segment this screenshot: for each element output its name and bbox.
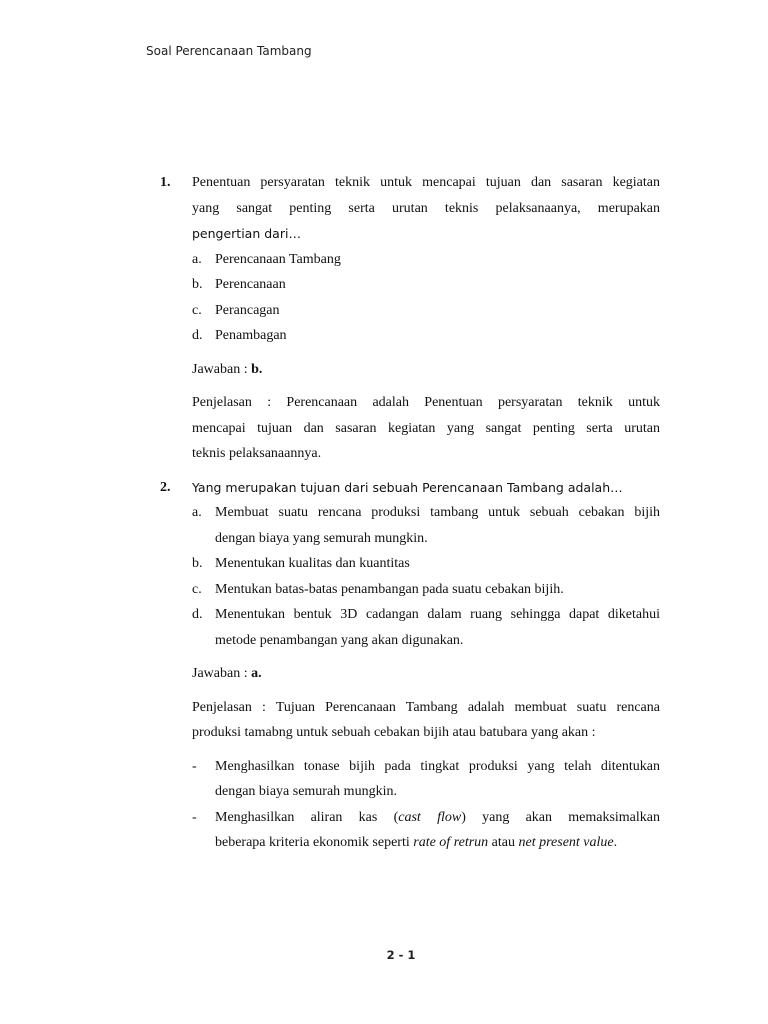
question-1 xyxy=(160,170,660,467)
explanation-line: produksi tamabng untuk sebuah cebakan bijih atau batubara yang akan : xyxy=(192,725,596,740)
bullet-term: cast flow xyxy=(398,809,462,825)
option-a xyxy=(192,247,660,273)
option-c xyxy=(192,298,660,324)
question-2 xyxy=(160,475,660,856)
option-label: b. xyxy=(192,556,203,571)
option-d xyxy=(192,602,660,653)
option-text: metode penambangan yang akan digunakan. xyxy=(215,632,464,648)
question-text-line: Penentuan persyaratan teknik untuk mencapai tujuan dan sasaran kegiatan xyxy=(192,175,660,190)
question-body xyxy=(192,170,660,467)
explanation-line: Penjelasan : Tujuan Perencanaan Tambang adalah membuat suatu rencana xyxy=(192,699,660,715)
document-content xyxy=(160,170,660,856)
bullet-text-part: ) yang akan memaksimalkan xyxy=(461,809,660,825)
question-body xyxy=(192,475,660,856)
option-text: Perencanaan Tambang xyxy=(215,251,341,267)
option-text: Menentukan kualitas dan kuantitas xyxy=(215,556,410,571)
explanation xyxy=(192,695,660,746)
option-label: b. xyxy=(192,277,203,292)
explanation xyxy=(192,390,660,467)
option-text: Membuat suatu rencana produksi tambang untuk sebuah cebakan bijih xyxy=(215,505,660,520)
answer-value: a. xyxy=(251,666,262,681)
answer-line xyxy=(192,357,660,383)
option-text: dengan biaya yang semurah mungkin. xyxy=(215,530,428,546)
option-label: a. xyxy=(192,505,202,520)
option-text: Penambagan xyxy=(215,328,287,343)
answer-value: b. xyxy=(251,361,263,377)
bullet-term: rate of retrun xyxy=(413,835,489,850)
bullet-dash: - xyxy=(192,758,197,774)
explanation-line: teknis pelaksanaannya. xyxy=(192,446,322,461)
option-label: c. xyxy=(192,581,202,597)
question-text-line: pengertian dari… xyxy=(192,226,301,241)
answer-prefix: Jawaban : xyxy=(192,666,252,681)
question-number: 2. xyxy=(160,479,171,495)
bullet-text xyxy=(215,805,660,831)
option-b xyxy=(192,551,660,577)
bullet-term: net present value xyxy=(518,835,614,850)
explanation-line: mencapai tujuan dan sasaran kegiatan yang sangat penting serta urutan xyxy=(192,420,660,436)
answer-line xyxy=(192,661,660,687)
bullet-item xyxy=(192,805,660,856)
option-c xyxy=(192,577,660,603)
option-label: c. xyxy=(192,302,202,318)
option-label: d. xyxy=(192,607,203,622)
bullet-text xyxy=(215,830,660,856)
question-text-line: yang sangat penting serta urutan teknis pelaksanaanya, merupakan xyxy=(192,200,660,216)
option-text: Perencanaan xyxy=(215,277,286,292)
bullet-text-part: . xyxy=(613,835,618,850)
page-number: 2 - 1 xyxy=(386,948,416,962)
bullet-text-part: Menghasilkan aliran kas ( xyxy=(215,809,399,825)
option-text: Menentukan bentuk 3D cadangan dalam ruang sehingga dapat diketahui xyxy=(215,607,660,622)
page-header: Soal Perencanaan Tambang xyxy=(146,44,312,58)
answer-prefix: Jawaban : xyxy=(192,361,252,377)
bullet-text: dengan biaya semurah mungkin. xyxy=(215,784,397,799)
option-label: a. xyxy=(192,251,202,267)
option-text: Perancagan xyxy=(215,302,280,318)
question-text-line: Yang merupakan tujuan dari sebuah Perencanaan Tambang adalah… xyxy=(192,479,623,495)
bullet-item xyxy=(192,754,660,805)
option-a xyxy=(192,500,660,551)
option-b xyxy=(192,272,660,298)
bullet-text-part: atau xyxy=(488,835,519,850)
option-d xyxy=(192,323,660,349)
explanation-line: Penjelasan : Perencanaan adalah Penentuan persyaratan teknik untuk xyxy=(192,395,660,410)
bullet-dash: - xyxy=(192,809,197,825)
bullet-text-part: beberapa kriteria ekonomik seperti xyxy=(215,835,414,850)
option-label: d. xyxy=(192,328,203,343)
question-number: 1. xyxy=(160,175,171,190)
option-text: Mentukan batas-batas penambangan pada suatu cebakan bijih. xyxy=(215,581,564,597)
bullet-text: Menghasilkan tonase bijih pada tingkat produksi yang telah ditentukan xyxy=(215,758,660,774)
